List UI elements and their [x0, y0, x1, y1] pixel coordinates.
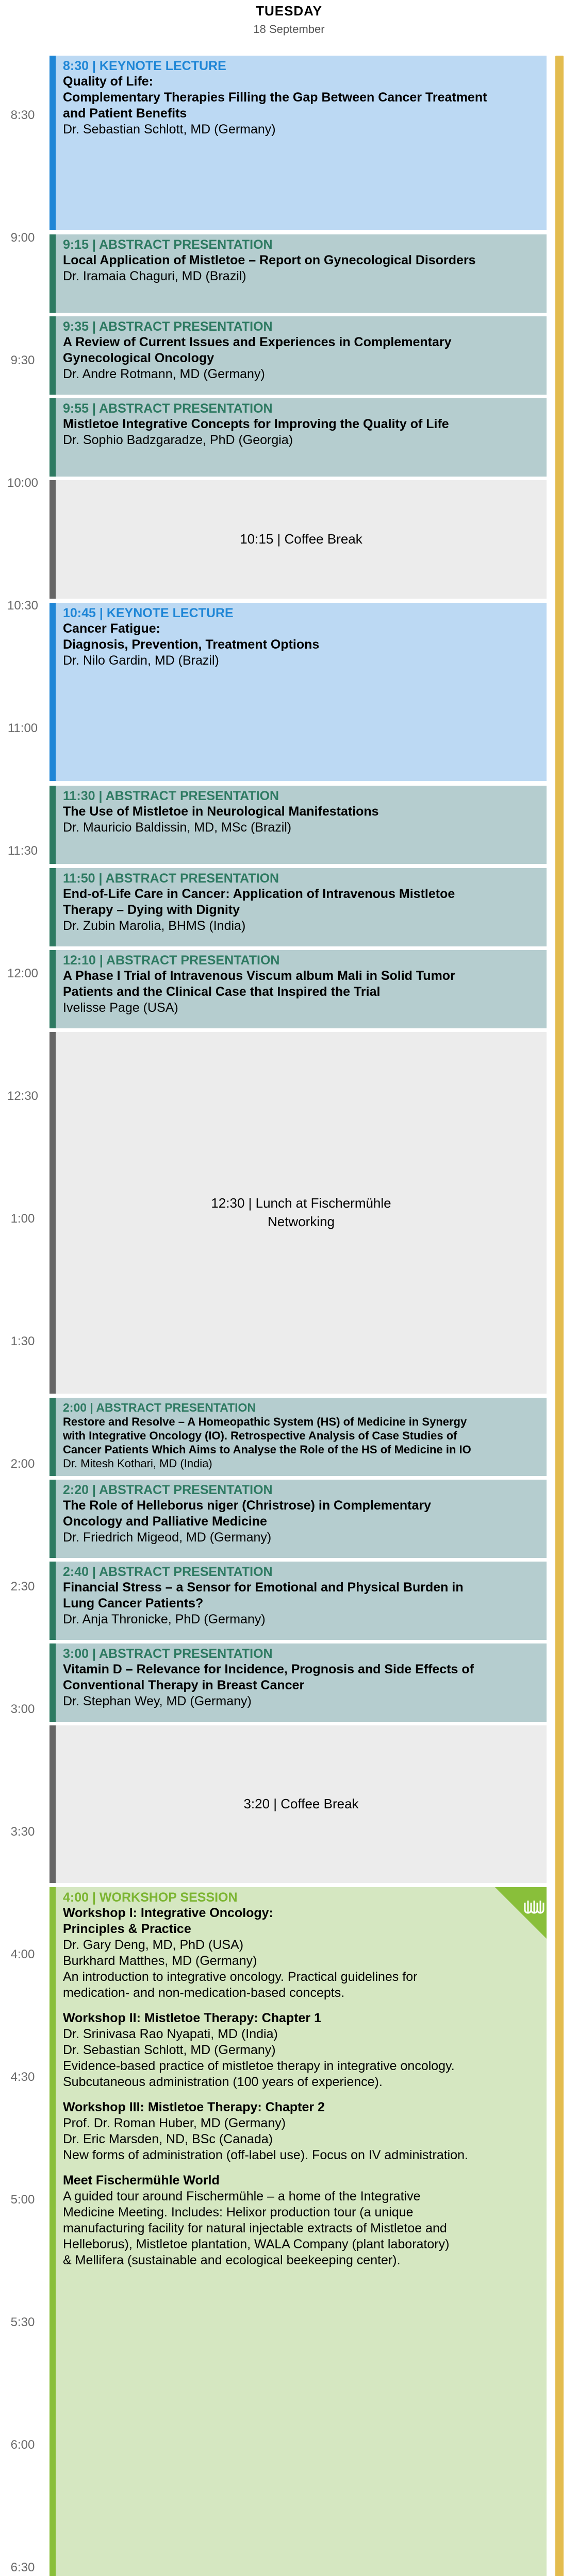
workshop-icon — [495, 1887, 547, 1939]
day-date: 18 September — [253, 23, 325, 36]
session-title: Financial Stress – a Sensor for Emotional and Physical Burden in — [63, 1580, 464, 1595]
session-speaker: Dr. Mauricio Baldissin, MD, MSc (Brazil) — [63, 820, 292, 835]
session-title: Oncology and Palliative Medicine — [63, 1514, 267, 1529]
time-label: 4:30 — [10, 2070, 35, 2084]
day-title: TUESDAY — [256, 3, 322, 19]
session-title: Cancer Fatigue: — [63, 621, 160, 636]
session-title: Complementary Therapies Filling the Gap Between Cancer Treatment — [63, 90, 487, 105]
session-title: Gynecological Oncology — [63, 351, 214, 365]
workshop-title: Workshop II: Mistletoe Therapy: Chapter 1 — [63, 2011, 322, 2025]
session-title: Therapy – Dying with Dignity — [63, 903, 240, 917]
workshop-line: New forms of administration (off-label use). Focus on IV administration. — [63, 2148, 468, 2162]
workshop-line: A guided tour around Fischermühle – a home of the Integrative — [63, 2189, 421, 2204]
time-label: 9:30 — [10, 353, 35, 367]
session-title: Vitamin D – Relevance for Incidence, Prognosis and Side Effects of — [63, 1662, 474, 1676]
session-abstract-vitamin-d[interactable] — [49, 1643, 547, 1722]
session-label: 2:20 | ABSTRACT PRESENTATION — [63, 1483, 273, 1497]
session-speaker: Dr. Andre Rotmann, MD (Germany) — [63, 367, 265, 381]
workshop-item-1[interactable] — [63, 1905, 540, 2001]
session-speaker: Dr. Sebastian Schlott, MD (Germany) — [63, 122, 276, 137]
session-title: A Review of Current Issues and Experiences in Complementary — [63, 335, 452, 349]
time-label: 2:30 — [10, 1580, 35, 1594]
session-speaker: Dr. Iramaia Chaguri, MD (Brazil) — [63, 269, 246, 283]
time-label: 5:30 — [10, 2315, 35, 2329]
time-label: 9:00 — [10, 231, 35, 245]
session-abstract-helleborus[interactable] — [49, 1480, 547, 1558]
session-title: A Phase I Trial of Intravenous Viscum album Mali in Solid Tumor — [63, 969, 455, 983]
time-label: 2:00 — [10, 1457, 35, 1471]
session-title: The Use of Mistletoe in Neurological Manifestations — [63, 804, 379, 819]
session-coffee-break-2 — [49, 1725, 547, 1883]
session-speaker: Dr. Nilo Gardin, MD (Brazil) — [63, 653, 219, 668]
session-abstract-review-issues[interactable] — [49, 316, 547, 395]
session-speaker: Dr. Zubin Marolia, BHMS (India) — [63, 919, 246, 933]
time-label: 4:00 — [10, 1947, 35, 1961]
lunch-subtitle: Networking — [267, 1214, 335, 1229]
workshop-title: Meet Fischermühle World — [63, 2173, 220, 2188]
workshop-line: Prof. Dr. Roman Huber, MD (Germany) — [63, 2116, 286, 2130]
session-title: with Integrative Oncology (IO). Retrospective Analysis of Case Studies of — [63, 1429, 457, 1442]
workshop-line: manufacturing facility for natural injectable extracts of Mistletoe and — [63, 2221, 447, 2235]
time-label: 11:00 — [7, 721, 38, 735]
session-title: Conventional Therapy in Breast Cancer — [63, 1678, 305, 1692]
session-label: 8:30 | KEYNOTE LECTURE — [63, 59, 226, 73]
time-label: 6:30 — [10, 2561, 35, 2574]
session-label: 9:55 | ABSTRACT PRESENTATION — [63, 401, 273, 416]
workshop-item-3[interactable] — [63, 2099, 540, 2163]
session-label: 3:00 | ABSTRACT PRESENTATION — [63, 1647, 273, 1661]
session-speaker: Dr. Mitesh Kothari, MD (India) — [63, 1457, 212, 1470]
session-coffee-break-1 — [49, 480, 547, 599]
session-title: Restore and Resolve – A Homeopathic System (HS) of Medicine in Synergy — [63, 1415, 467, 1428]
workshop-title: Principles & Practice — [63, 1922, 191, 1936]
session-label: 9:35 | ABSTRACT PRESENTATION — [63, 319, 273, 334]
session-label: 2:40 | ABSTRACT PRESENTATION — [63, 1565, 273, 1579]
session-label: 10:45 | KEYNOTE LECTURE — [63, 606, 234, 620]
session-title: Quality of Life: — [63, 74, 153, 89]
workshop-item-2[interactable] — [63, 2010, 540, 2090]
session-label: 4:00 | WORKSHOP SESSION — [63, 1890, 238, 1905]
time-label: 10:30 — [7, 599, 39, 613]
workshop-line: Medicine Meeting. Includes: Helixor production tour (a unique — [63, 2205, 414, 2219]
session-abstract-financial-stress[interactable] — [49, 1562, 547, 1640]
workshop-line: Evidence-based practice of mistletoe therapy in integrative oncology. — [63, 2059, 455, 2073]
time-label: 3:30 — [10, 1825, 35, 1839]
session-title: Local Application of Mistletoe – Report on Gynecological Disorders — [63, 253, 476, 267]
session-speaker: Ivelisse Page (USA) — [63, 1001, 178, 1015]
session-abstract-local-application[interactable] — [49, 234, 547, 313]
session-abstract-end-of-life[interactable] — [49, 868, 547, 946]
workshop-line: An introduction to integrative oncology. Practical guidelines for — [63, 1970, 418, 1984]
workshop-line: Subcutaneous administration (100 years of experience). — [63, 2075, 383, 2089]
time-label: 1:00 — [10, 1212, 35, 1226]
time-label: 5:00 — [10, 2193, 35, 2207]
workshop-title: Workshop III: Mistletoe Therapy: Chapter 2 — [63, 2100, 325, 2114]
workshop-line: Burkhard Matthes, MD (Germany) — [63, 1954, 257, 1968]
workshop-line: & Mellifera (sustainable and ecological beekeeping center). — [63, 2253, 401, 2267]
session-label: 9:15 | ABSTRACT PRESENTATION — [63, 238, 273, 252]
workshop-line: medication- and non-medication-based concepts. — [63, 1986, 345, 2000]
time-label: 8:30 — [10, 108, 35, 122]
session-label: 2:00 | ABSTRACT PRESENTATION — [63, 1401, 256, 1414]
session-abstract-mistletoe-concepts[interactable] — [49, 398, 547, 477]
lunch-text — [56, 1194, 547, 1231]
workshop-line: Dr. Sebastian Schlott, MD (Germany) — [63, 2043, 276, 2057]
session-label: 11:30 | ABSTRACT PRESENTATION — [63, 789, 279, 803]
session-keynote-quality-of-life[interactable] — [49, 56, 547, 230]
session-title: End-of-Life Care in Cancer: Application of Intravenous Mistletoe — [63, 887, 455, 901]
workshop-line: Helleborus), Mistletoe plantation, WALA Company (plant laboratory) — [63, 2237, 450, 2251]
session-speaker: Dr. Anja Thronicke, PhD (Germany) — [63, 1612, 266, 1626]
time-label: 12:00 — [7, 967, 39, 980]
session-speaker: Dr. Friedrich Migeod, MD (Germany) — [63, 1530, 272, 1545]
time-label: 6:00 — [10, 2438, 35, 2452]
session-title: Lung Cancer Patients? — [63, 1596, 204, 1611]
session-abstract-restore-resolve[interactable] — [49, 1398, 547, 1476]
time-label: 12:30 — [7, 1089, 39, 1103]
session-abstract-phase-i-trial[interactable] — [49, 950, 547, 1028]
session-title: and Patient Benefits — [63, 106, 187, 121]
session-abstract-neurological[interactable] — [49, 786, 547, 864]
workshop-line: Dr. Gary Deng, MD, PhD (USA) — [63, 1938, 244, 1952]
session-title: Mistletoe Integrative Concepts for Improving the Quality of Life — [63, 417, 449, 431]
workshop-title: Workshop I: Integrative Oncology: — [63, 1906, 273, 1920]
session-title: Patients and the Clinical Case that Inspired the Trial — [63, 985, 381, 999]
session-workshop[interactable] — [49, 1887, 547, 2576]
time-label: 10:00 — [7, 476, 39, 490]
session-speaker: Dr. Stephan Wey, MD (Germany) — [63, 1694, 252, 1708]
lunch-title: 12:30 | Lunch at Fischermühle — [211, 1195, 391, 1211]
session-title: Cancer Patients Which Aims to Analyse the Role of the HS of Medicine in IO — [63, 1443, 471, 1456]
session-lunch — [49, 1032, 547, 1394]
session-title: The Role of Helleborus niger (Christrose) in Complementary — [63, 1498, 432, 1513]
timeline-gold-line — [555, 56, 564, 2576]
session-label: 12:10 | ABSTRACT PRESENTATION — [63, 953, 280, 968]
time-label: 11:30 — [7, 844, 38, 858]
workshop-item-tour[interactable] — [63, 2173, 540, 2268]
session-keynote-cancer-fatigue[interactable] — [49, 603, 547, 781]
time-label: 1:30 — [10, 1334, 35, 1348]
break-text: 10:15 | Coffee Break — [240, 531, 362, 547]
session-label: 11:50 | ABSTRACT PRESENTATION — [63, 871, 279, 886]
time-label: 3:00 — [10, 1702, 35, 1716]
session-speaker: Dr. Sophio Badzgaradze, PhD (Georgia) — [63, 433, 293, 447]
workshop-line: Dr. Srinivasa Rao Nyapati, MD (India) — [63, 2027, 278, 2041]
workshop-line: Dr. Eric Marsden, ND, BSc (Canada) — [63, 2132, 273, 2146]
session-title: Diagnosis, Prevention, Treatment Options — [63, 637, 320, 652]
break-text: 3:20 | Coffee Break — [243, 1796, 359, 1811]
